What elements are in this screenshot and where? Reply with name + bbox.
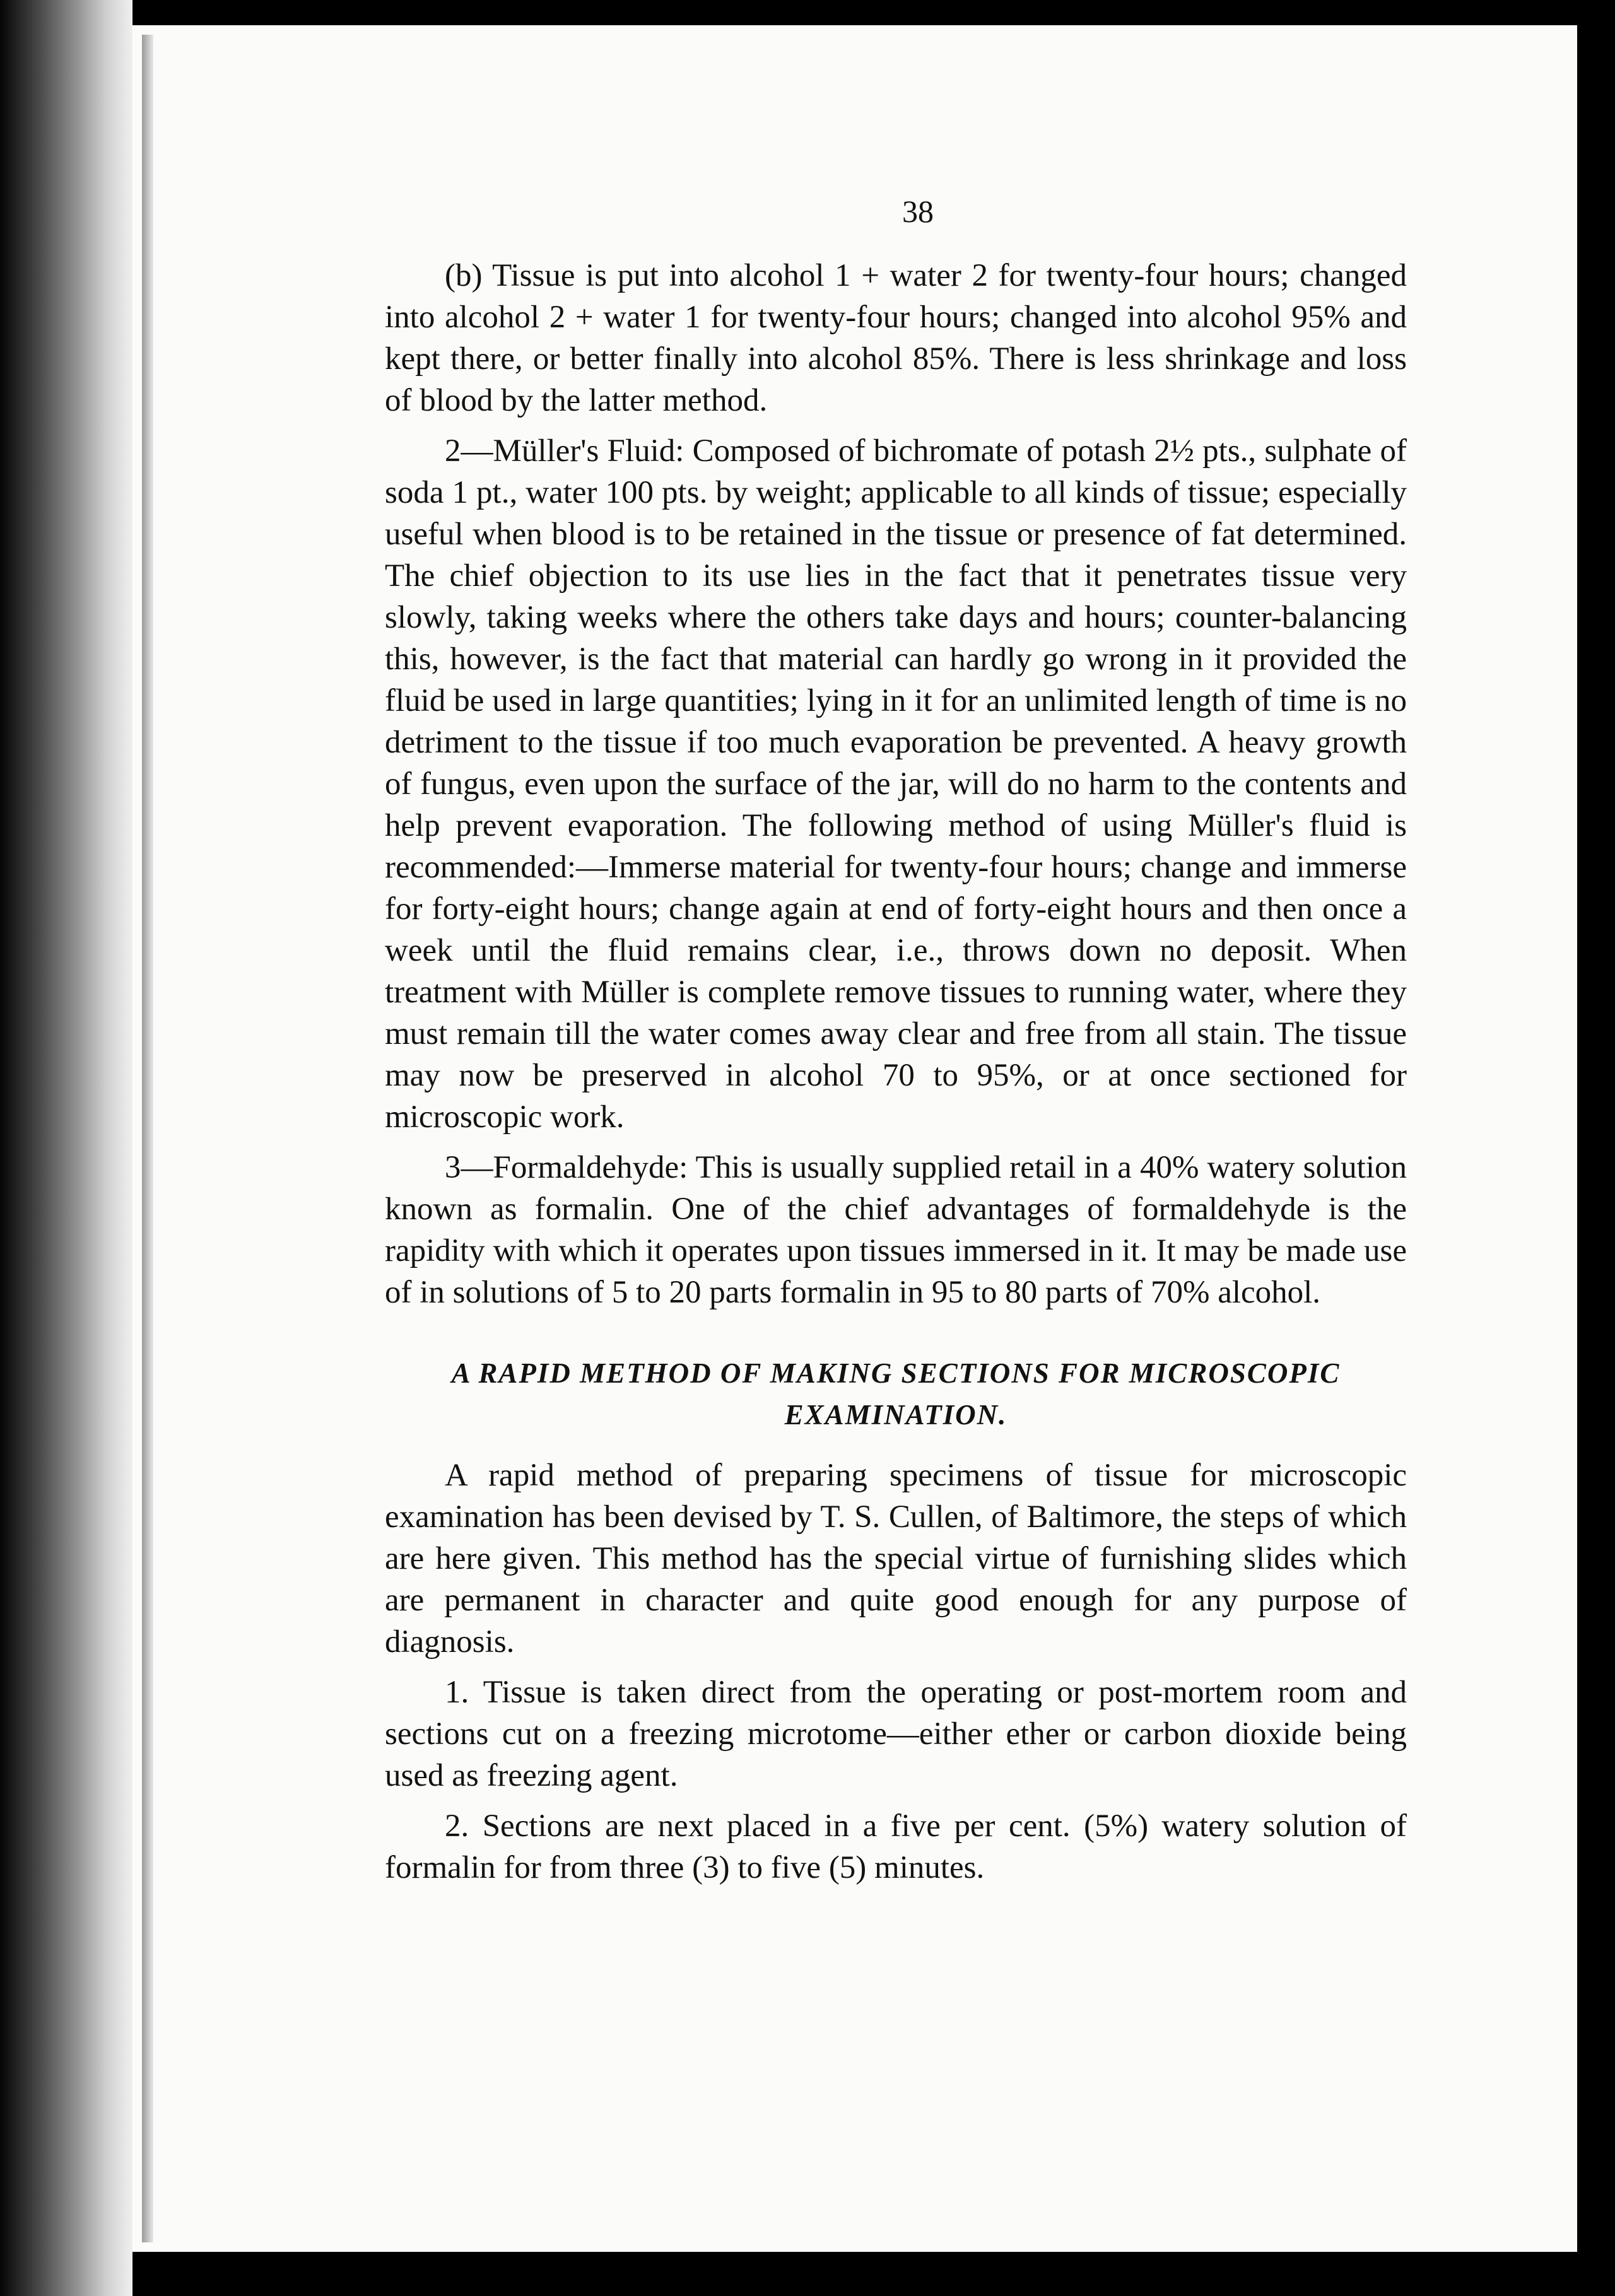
page-edge-shadow (142, 35, 153, 2242)
paragraph-rapid-method-intro: A rapid method of preparing specimens of tissue for microscopic examination has been devised by T. S. Cullen, of Baltimore, the steps of which are here given. This method has the special virtue of furnishing slides which are permanent in character and quite good enough for any purpose of diagnosis. (385, 1458, 1407, 1660)
scan-left-margin (0, 0, 132, 2296)
paragraph-alcohol-method-b: (b) Tissue is put into alcohol 1 + water 2 for twenty-four hours; changed into alcohol 2 + water 1 for twenty-four hours; changed into alcohol 95% and kept there, or better finally into alcohol 85%. There is less shrinkage and loss of blood by the latter method. (385, 258, 1407, 418)
scan-right-margin (1577, 0, 1615, 2296)
paragraph-step-2: 2. Sections are next placed in a five per cent. (5%) watery solution of formalin for from three (3) to five (5) minutes. (385, 1808, 1407, 1885)
page-number: 38 (902, 194, 934, 229)
paragraph-mullers-fluid: 2—Müller's Fluid: Composed of bichromate of potash 2½ pts., sulphate of soda 1 pt., water 100 pts. by weight; applicable to all kinds of tissue; especially useful when blood is to be retained in the tissue or presence of fat determined. The chief objection to its use lies in the fact that it penetrates tissue very slowly, taking weeks where the others take days and hours; counter-balancing this, however, is the fact that material can hardly go wrong in it provided the fluid be used in large quantities; lying in it for an unlimited length of time is no detriment to the tissue if too much evaporation be prevented. A heavy growth of fungus, even upon the surface of the jar, will do no harm to the contents and help prevent evaporation. The following method of using Müller's fluid is recommended:—Immerse material for twenty-four hours; change and immerse for forty-eight hours; change again at end of forty-eight hours and then once a week until the fluid remains clear, i.e., throws down no deposit. When treatment with Müller is complete remove tissues to running water, where they must remain till the water comes away clear and free from all stain. The tissue may now be preserved in alcohol 70 to 95%, or at once sectioned for microscopic work. (385, 433, 1407, 1135)
paragraph-formaldehyde: 3—Formaldehyde: This is usually supplied retail in a 40% watery solution known as formalin. One of the chief advantages of formaldehyde is the rapidity with which it operates upon tissues immersed in it. It may be made use of in solutions of 5 to 20 parts formalin in 95 to 80 parts of 70% alcohol. (385, 1150, 1407, 1310)
page-content (385, 189, 1407, 1889)
paragraph-step-1: 1. Tissue is taken direct from the operating or post-mortem room and sections cut on a freezing microtome—either ether or carbon dioxide being used as freezing agent. (385, 1675, 1407, 1793)
section-heading: A RAPID METHOD OF MAKING SECTIONS FOR MICROSCOPIC EXAMINATION. (451, 1357, 1341, 1431)
